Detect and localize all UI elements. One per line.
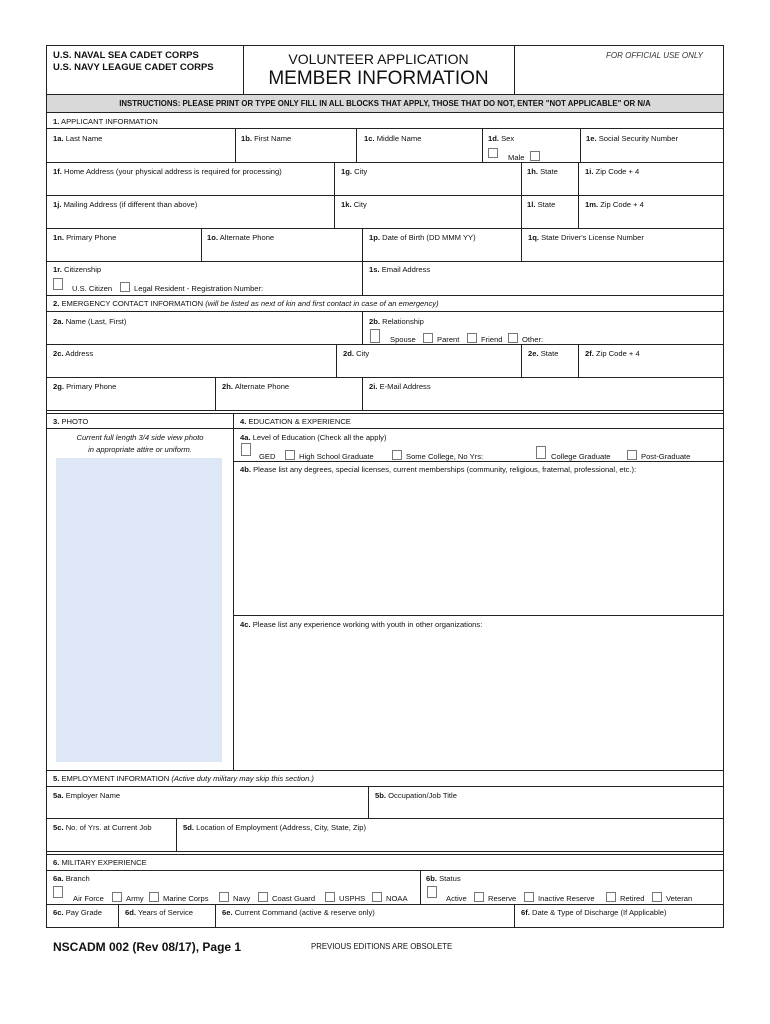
field-2c[interactable]: 2c. Address bbox=[53, 349, 94, 358]
field-2e[interactable]: 2e. State bbox=[528, 349, 559, 358]
section-6-title: 6. MILITARY EXPERIENCE bbox=[53, 858, 147, 867]
some-college-checkbox[interactable] bbox=[536, 446, 546, 459]
resident-label: Legal Resident - Registration Number: bbox=[134, 284, 264, 293]
field-1m[interactable]: 1m. Zip Code + 4 bbox=[585, 200, 644, 209]
field-5d[interactable]: 5d. Location of Employment (Address, City, State, Zip) bbox=[183, 823, 367, 832]
branch-marine-corps-label: Marine Corps bbox=[163, 894, 209, 903]
field-2h[interactable]: 2h. Alternate Phone bbox=[222, 382, 290, 391]
status-inactive-checkbox[interactable] bbox=[606, 892, 616, 902]
branch-coast-guard-label: Coast Guard bbox=[272, 894, 316, 903]
status-reserve-label: Reserve bbox=[488, 894, 517, 903]
field-2f[interactable]: 2f. Zip Code + 4 bbox=[585, 349, 640, 358]
field-5c[interactable]: 5c. No. of Yrs. at Current Job bbox=[53, 823, 152, 832]
section-5-title: 5. EMPLOYMENT INFORMATION (Active duty military may skip this section.) bbox=[53, 774, 314, 783]
field-6a: 6a. Branch bbox=[53, 874, 90, 883]
photo-note-2: in appropriate attire or uniform. bbox=[88, 445, 192, 454]
ged-checkbox[interactable] bbox=[285, 450, 295, 460]
friend-label: Friend bbox=[481, 335, 503, 344]
status-reserve-checkbox[interactable] bbox=[524, 892, 534, 902]
branch-noaa-label: NOAA bbox=[386, 894, 408, 903]
field-1i[interactable]: 1i. Zip Code + 4 bbox=[585, 167, 640, 176]
education-checkbox[interactable] bbox=[241, 443, 251, 456]
field-6b: 6b. Status bbox=[426, 874, 461, 883]
citizen-label: U.S. Citizen bbox=[72, 284, 113, 293]
parent-label: Parent bbox=[437, 335, 460, 344]
section-1-title: 1. APPLICANT INFORMATION bbox=[53, 117, 158, 126]
male-label: Male bbox=[508, 153, 525, 162]
spouse-label: Spouse bbox=[390, 335, 416, 344]
status-veteran-label: Veteran bbox=[666, 894, 693, 903]
photo-area[interactable] bbox=[56, 458, 222, 762]
branch-usphs-label: USPHS bbox=[339, 894, 366, 903]
field-5a[interactable]: 5a. Employer Name bbox=[53, 791, 121, 800]
branch-army-checkbox[interactable] bbox=[149, 892, 159, 902]
field-2g[interactable]: 2g. Primary Phone bbox=[53, 382, 117, 391]
friend-checkbox[interactable] bbox=[508, 333, 518, 343]
field-4a: 4a. Level of Education (Check all the apply) bbox=[240, 433, 387, 442]
branch-navy-checkbox[interactable] bbox=[258, 892, 268, 902]
form-subtitle: MEMBER INFORMATION bbox=[268, 68, 489, 89]
sex-checkbox[interactable] bbox=[488, 148, 498, 158]
relationship-checkbox[interactable] bbox=[370, 329, 380, 343]
status-checkbox[interactable] bbox=[427, 886, 437, 898]
form-title: VOLUNTEER APPLICATION bbox=[288, 51, 469, 67]
hs-checkbox[interactable] bbox=[392, 450, 402, 460]
branch-air-force-checkbox[interactable] bbox=[112, 892, 122, 902]
field-2b: 2b. Relationship bbox=[369, 317, 424, 326]
section-2-title: 2. EMERGENCY CONTACT INFORMATION (will be listed as next of kin and first contact in case of an emergency) bbox=[53, 299, 439, 308]
field-1p[interactable]: 1p. Date of Birth (DD MMM YY) bbox=[369, 233, 476, 242]
some-college-label: Some College, No Yrs: bbox=[406, 452, 484, 461]
parent-checkbox[interactable] bbox=[467, 333, 477, 343]
field-4b[interactable]: 4b. Please list any degrees, special licenses, current memberships (community, religious, fraternal, professional, etc.): bbox=[240, 465, 637, 474]
field-1n[interactable]: 1n. Primary Phone bbox=[53, 233, 117, 242]
field-1h[interactable]: 1h. State bbox=[527, 167, 558, 176]
field-4c[interactable]: 4c. Please list any experience working with youth in other organizations: bbox=[240, 620, 483, 629]
field-1o[interactable]: 1o. Alternate Phone bbox=[207, 233, 275, 242]
branch-usphs-checkbox[interactable] bbox=[372, 892, 382, 902]
resident-checkbox[interactable] bbox=[120, 282, 130, 292]
branch-coast-guard-checkbox[interactable] bbox=[325, 892, 335, 902]
field-2d[interactable]: 2d. City bbox=[343, 349, 370, 358]
field-6f[interactable]: 6f. Date & Type of Discharge (If Applicable) bbox=[521, 908, 667, 917]
field-1k[interactable]: 1k. City bbox=[341, 200, 367, 209]
spouse-checkbox[interactable] bbox=[423, 333, 433, 343]
field-1l[interactable]: 1l. State bbox=[527, 200, 556, 209]
field-5b[interactable]: 5b. Occupation/Job Title bbox=[375, 791, 457, 800]
obsolete-note: PREVIOUS EDITIONS ARE OBSOLETE bbox=[311, 942, 453, 951]
status-retired-label: Retired bbox=[620, 894, 645, 903]
field-2a[interactable]: 2a. Name (Last, First) bbox=[53, 317, 127, 326]
male-checkbox[interactable] bbox=[530, 151, 540, 161]
section-3-title: 3. PHOTO bbox=[53, 417, 89, 426]
post-grad-label: Post-Graduate bbox=[641, 452, 691, 461]
branch-navy-label: Navy bbox=[233, 894, 251, 903]
status-retired-checkbox[interactable] bbox=[652, 892, 662, 902]
field-1e[interactable]: 1e. Social Security Number bbox=[586, 134, 679, 143]
field-1q[interactable]: 1q. State Driver's License Number bbox=[528, 233, 644, 242]
field-1r: 1r. Citizenship bbox=[53, 265, 102, 274]
citizen-checkbox[interactable] bbox=[53, 278, 63, 290]
field-1f[interactable]: 1f. Home Address (your physical address is required for processing) bbox=[53, 167, 282, 176]
official-use-label: FOR OFFICIAL USE ONLY bbox=[606, 51, 703, 60]
college-grad-checkbox[interactable] bbox=[627, 450, 637, 460]
branch-army-label: Army bbox=[126, 894, 144, 903]
branch-marine-corps-checkbox[interactable] bbox=[219, 892, 229, 902]
branch-air-force-label: Air Force bbox=[73, 894, 104, 903]
ged-label: GED bbox=[259, 452, 276, 461]
status-active-label: Active bbox=[446, 894, 467, 903]
field-6e[interactable]: 6e. Current Command (active & reserve only) bbox=[222, 908, 375, 917]
field-1g[interactable]: 1g. City bbox=[341, 167, 368, 176]
college-grad-label: College Graduate bbox=[551, 452, 611, 461]
org-line-2: U.S. NAVY LEAGUE CADET CORPS bbox=[53, 62, 214, 73]
branch-checkbox[interactable] bbox=[53, 886, 63, 898]
field-1c[interactable]: 1c. Middle Name bbox=[364, 134, 422, 143]
field-1b[interactable]: 1b. First Name bbox=[241, 134, 292, 143]
instructions: INSTRUCTIONS: PLEASE PRINT OR TYPE ONLY FILL IN ALL BLOCKS THAT APPLY, THOSE THAT DO NOT, ENTER "NOT APPLICABLE" OR N/A bbox=[119, 99, 651, 108]
field-6c[interactable]: 6c. Pay Grade bbox=[53, 908, 102, 917]
other-label: Other: bbox=[522, 335, 544, 344]
photo-note-1: Current full length 3/4 side view photo bbox=[76, 433, 204, 442]
field-1d: 1d. Sex bbox=[488, 134, 515, 143]
section-4-title: 4. EDUCATION & EXPERIENCE bbox=[240, 417, 351, 426]
status-active-checkbox[interactable] bbox=[474, 892, 484, 902]
field-6d[interactable]: 6d. Years of Service bbox=[125, 908, 193, 917]
hs-label: High School Graduate bbox=[299, 452, 374, 461]
field-1j[interactable]: 1j. Mailing Address (if different than above) bbox=[53, 200, 198, 209]
form-id: NSCADM 002 (Rev 08/17), Page 1 bbox=[53, 940, 242, 954]
field-1s[interactable]: 1s. Email Address bbox=[369, 265, 431, 274]
field-1a[interactable]: 1a. Last Name bbox=[53, 134, 103, 143]
field-2i[interactable]: 2i. E-Mail Address bbox=[369, 382, 431, 391]
status-inactive-label: Inactive Reserve bbox=[538, 894, 595, 903]
org-line-1: U.S. NAVAL SEA CADET CORPS bbox=[53, 50, 199, 61]
